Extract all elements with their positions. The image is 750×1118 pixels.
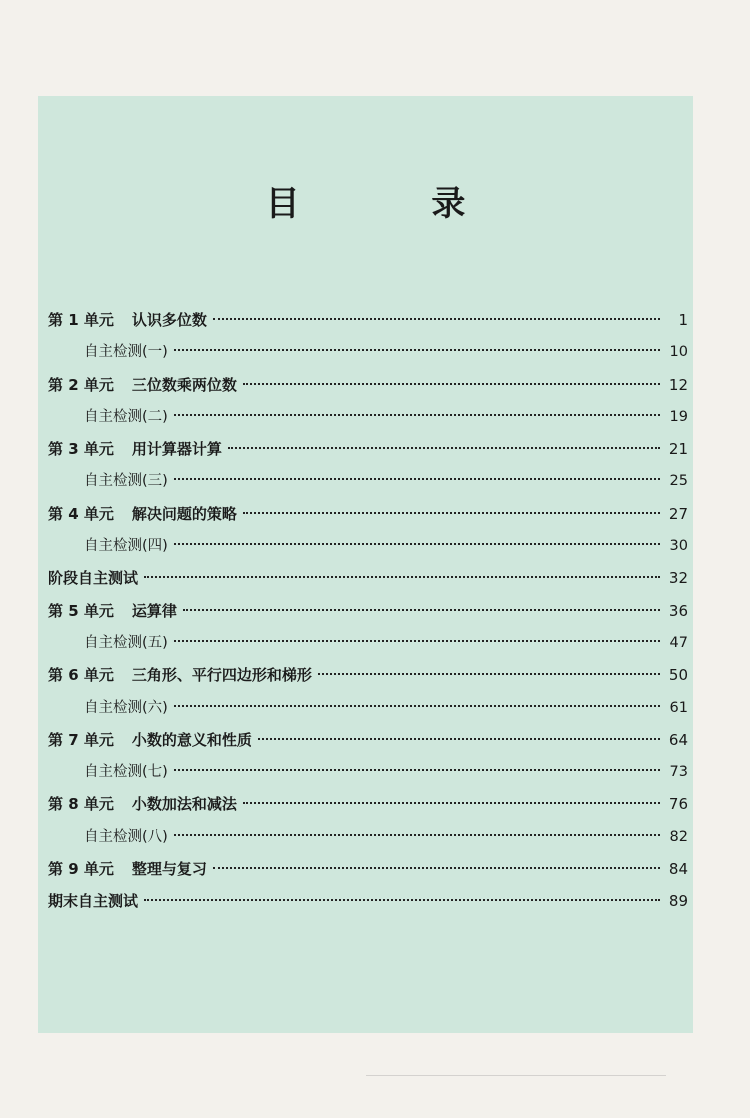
dot-leader — [144, 576, 660, 578]
toc-entry-title: 阶段自主测试 — [48, 569, 139, 588]
dot-leader — [183, 609, 660, 611]
page-title: 目 录 — [265, 184, 526, 224]
toc-entry[interactable] — [48, 885, 688, 917]
dot-leader — [243, 802, 660, 804]
dot-leader — [213, 318, 660, 320]
toc-unit-number: 第 4 单元 — [48, 504, 114, 523]
toc-panel — [38, 96, 693, 1033]
toc-entry-title: 认识多位数 — [131, 311, 207, 329]
toc-page-number: 32 — [668, 569, 688, 588]
toc-page-number: 82 — [669, 828, 688, 845]
toc-entry-title: 运算律 — [131, 601, 177, 620]
toc-unit-number: 第 5 单元 — [48, 601, 114, 620]
toc-page-number: 47 — [669, 634, 688, 651]
footer-rule — [366, 1075, 666, 1076]
toc-entry-title: 自主检测(三) — [84, 473, 168, 490]
toc-entry[interactable] — [48, 724, 688, 756]
toc-entry-title: 解决问题的策略 — [131, 504, 237, 523]
toc-entry-title: 自主检测(七) — [84, 764, 168, 781]
toc-page-number: 12 — [668, 375, 688, 394]
toc-unit-number: 第 7 单元 — [48, 730, 114, 749]
toc-entry-title: 自主检测(五) — [84, 634, 168, 651]
toc-page-number: 89 — [668, 892, 688, 911]
toc-page-number: 19 — [669, 408, 688, 425]
toc-entry-title: 自主检测(四) — [84, 538, 168, 555]
toc-page-number: 10 — [669, 344, 688, 361]
toc-entry-title: 小数的意义和性质 — [131, 730, 252, 749]
dot-leader — [174, 640, 660, 642]
toc-entry-title: 期末自主测试 — [48, 892, 139, 911]
toc-entry-title: 自主检测(一) — [84, 344, 168, 361]
toc-entry[interactable] — [48, 433, 688, 465]
toc-page-number: 64 — [668, 730, 688, 749]
toc-entry[interactable] — [48, 853, 688, 885]
toc-entry[interactable] — [48, 465, 688, 497]
toc-entry-title: 自主检测(六) — [84, 699, 168, 716]
toc-page-number: 50 — [668, 666, 688, 685]
dot-leader — [174, 478, 660, 480]
toc-page-number: 36 — [668, 601, 688, 620]
dot-leader — [174, 834, 660, 836]
toc-page-number: 27 — [668, 504, 688, 523]
toc-unit-number: 第 6 单元 — [48, 666, 114, 685]
toc-entry-title: 自主检测(二) — [84, 408, 168, 425]
table-of-contents — [48, 304, 688, 918]
toc-entry[interactable] — [48, 692, 688, 724]
toc-entry[interactable] — [48, 659, 688, 691]
dot-leader — [243, 512, 660, 514]
dot-leader — [144, 899, 660, 901]
toc-entry-title: 自主检测(八) — [84, 828, 168, 845]
toc-entry[interactable] — [48, 562, 688, 594]
toc-page-number: 1 — [678, 311, 688, 329]
toc-entry-title: 三位数乘两位数 — [131, 375, 237, 394]
toc-entry-title: 小数加法和减法 — [131, 795, 237, 814]
toc-entry[interactable] — [48, 530, 688, 562]
toc-entry[interactable] — [48, 595, 688, 627]
toc-unit-number: 第 3 单元 — [48, 440, 114, 459]
dot-leader — [318, 673, 660, 675]
dot-leader — [228, 447, 660, 449]
dot-leader — [174, 769, 660, 771]
dot-leader — [258, 738, 660, 740]
toc-page-number: 61 — [669, 699, 688, 716]
toc-page-number: 76 — [668, 795, 688, 814]
dot-leader — [174, 414, 660, 416]
toc-entry[interactable] — [48, 336, 688, 368]
toc-entry[interactable] — [48, 401, 688, 433]
toc-entry[interactable] — [48, 821, 688, 853]
toc-entry-title: 用计算器计算 — [131, 440, 222, 459]
toc-page-number: 21 — [668, 440, 688, 459]
toc-entry[interactable] — [48, 627, 688, 659]
toc-page-number: 84 — [668, 860, 688, 879]
toc-entry[interactable] — [48, 788, 688, 820]
toc-page-number: 73 — [669, 764, 688, 781]
toc-page-number: 25 — [669, 473, 688, 490]
toc-unit-number: 第 1 单元 — [48, 311, 114, 329]
toc-entry-title: 整理与复习 — [131, 860, 207, 879]
dot-leader — [213, 867, 660, 869]
dot-leader — [243, 383, 660, 385]
toc-page-number: 30 — [669, 538, 688, 555]
toc-entry-title: 三角形、平行四边形和梯形 — [131, 666, 312, 685]
toc-entry[interactable] — [48, 498, 688, 530]
toc-unit-number: 第 2 单元 — [48, 375, 114, 394]
dot-leader — [174, 705, 660, 707]
toc-unit-number: 第 9 单元 — [48, 860, 114, 879]
toc-entry[interactable] — [48, 304, 688, 336]
toc-entry[interactable] — [48, 756, 688, 788]
dot-leader — [174, 543, 660, 545]
dot-leader — [174, 349, 660, 351]
toc-unit-number: 第 8 单元 — [48, 795, 114, 814]
toc-entry[interactable] — [48, 369, 688, 401]
